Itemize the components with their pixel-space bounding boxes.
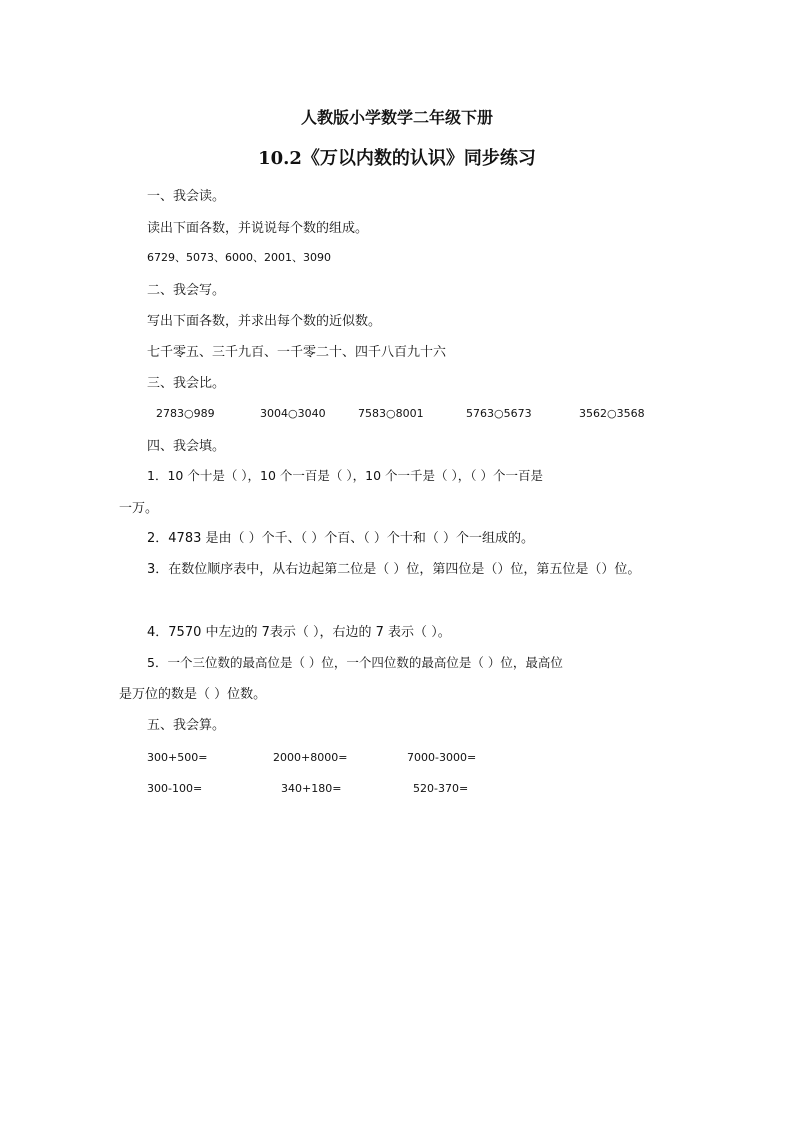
section-4-heading: 四、我会填。 bbox=[147, 439, 226, 454]
fill-question-5-line-2: 是万位的数是（ ）位数。 bbox=[119, 687, 267, 702]
section-1-numbers: 6729、5073、6000、2001、3090 bbox=[147, 251, 331, 264]
fill-question-1-line-2: 一万。 bbox=[119, 501, 159, 516]
calc-row-1-item-1: 300+500= bbox=[147, 751, 208, 764]
fill-question-4: 4．7570 中左边的 7表示（ ），右边的 7 表示（ ）。 bbox=[147, 625, 451, 640]
section-1-instruction: 读出下面各数，并说说每个数的组成。 bbox=[147, 221, 369, 236]
calc-row-2-item-1: 300-100= bbox=[147, 782, 203, 795]
section-2-words: 七千零五、三千九百、一千零二十、四千八百九十六 bbox=[147, 345, 447, 360]
compare-item-4: 5763○5673 bbox=[466, 407, 532, 420]
compare-item-2: 3004○3040 bbox=[260, 407, 326, 420]
compare-item-5: 3562○3568 bbox=[579, 407, 645, 420]
fill-question-5-line-1: 5．一个三位数的最高位是（ ）位，一个四位数的最高位是（ ）位，最高位 bbox=[147, 655, 563, 670]
section-1-heading: 一、我会读。 bbox=[147, 189, 226, 204]
compare-item-3: 7583○8001 bbox=[358, 407, 424, 420]
worksheet-title: 人教版小学数学二年级下册 bbox=[300, 108, 493, 127]
fill-question-1-line-1: 1．10 个十是（ ），10 个一百是（ ），10 个一千是（ ），（ ）个一百是 bbox=[147, 468, 543, 483]
compare-item-1: 2783○989 bbox=[156, 407, 215, 420]
calc-row-1-item-2: 2000+8000= bbox=[273, 751, 348, 764]
calc-row-1-item-3: 7000-3000= bbox=[407, 751, 477, 764]
section-5-heading: 五、我会算。 bbox=[147, 718, 226, 733]
fill-question-2: 2．4783 是由（ ）个千、（ ）个百、（ ）个十和（ ）个一组成的。 bbox=[147, 531, 535, 546]
calc-row-2-item-3: 520-370= bbox=[413, 782, 469, 795]
section-2-heading: 二、我会写。 bbox=[147, 283, 226, 298]
section-2-instruction: 写出下面各数，并求出每个数的近似数。 bbox=[147, 314, 382, 329]
calc-row-2-item-2: 340+180= bbox=[281, 782, 342, 795]
section-3-heading: 三、我会比。 bbox=[147, 376, 226, 391]
fill-question-3: 3．在数位顺序表中，从右边起第二位是（ ）位，第四位是（）位，第五位是（）位。 bbox=[147, 562, 641, 577]
worksheet-subtitle: 10.2《万以内数的认识》同步练习 bbox=[258, 148, 536, 169]
